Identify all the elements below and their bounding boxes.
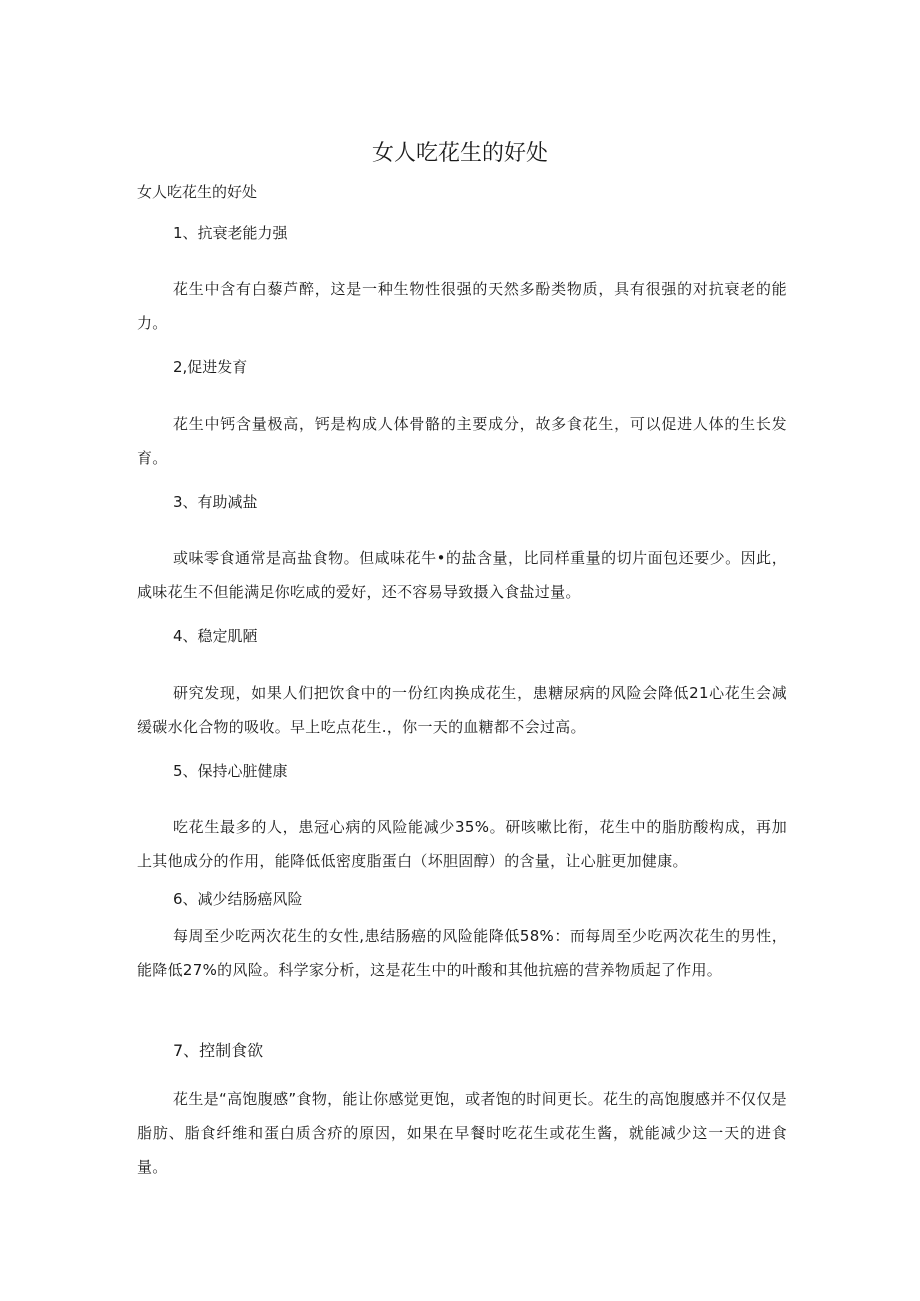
section-heading-1: 1、抗衰老能力强	[173, 224, 288, 242]
section-body-6: 每周至少吃两次花生的女性,患结肠癌的风险能降低58%：而每周至少吃两次花生的男性，能降低27%的风险。科学家分析，这是花生中的叶酸和其他抗癌的营养物质起了作用。	[137, 927, 787, 979]
document-subtitle: 女人吃花生的好处	[137, 183, 258, 201]
section-heading-5: 5、保持心脏健康	[173, 762, 288, 780]
section-heading-7: 7、控制食欲	[173, 1041, 264, 1060]
section-heading-6: 6、减少结肠癌风险	[173, 890, 303, 908]
section-body-5: 吃花生最多的人，患冠心病的风险能减少35%。研咳嗽比衔，花生中的脂肪酸构成，再加上其他成分的作用，能降低低密度脂蛋白（坏胆固醇）的含量，让心脏更加健康。	[137, 818, 787, 870]
section-heading-2: 2,促进发育	[173, 358, 248, 376]
section-heading-3: 3、有助减盐	[173, 493, 258, 511]
section-heading-4: 4、稳定肌陋	[173, 627, 258, 645]
document-title: 女人吃花生的好处	[371, 141, 548, 166]
section-body-3: 或味零食通常是高盐食物。但咸味花牛•的盐含量，比同样重量的切片面包还要少。因此，咸味花生不但能满足你吃咸的爱好，还不容易导致摄入食盐过量。	[137, 549, 787, 601]
section-body-4: 研究发现，如果人们把饮食中的一份红肉换成花生，患糖尿病的风险会降低21心花生会减缓碳水化合物的吸收。早上吃点花生.，你一天的血糖都不会过高。	[137, 684, 787, 736]
section-body-1: 花生中含有白藜芦醉，这是一种生物性很强的天然多酚类物质，具有很强的对抗衰老的能力。	[137, 280, 787, 332]
section-body-2: 花生中钙含量极高，钙是构成人体骨骼的主要成分，故多食花生，可以促进人体的生长发育。	[137, 415, 787, 467]
section-body-7: 花生是“高饱腹感”食物，能让你感觉更饱，或者饱的时间更长。花生的高饱腹感并不仅仅是脂肪、脂食纤维和蛋白质含疥的原因，如果在早餐时吃花生或花生酱，就能减少这一天的进食量。	[137, 1090, 787, 1176]
